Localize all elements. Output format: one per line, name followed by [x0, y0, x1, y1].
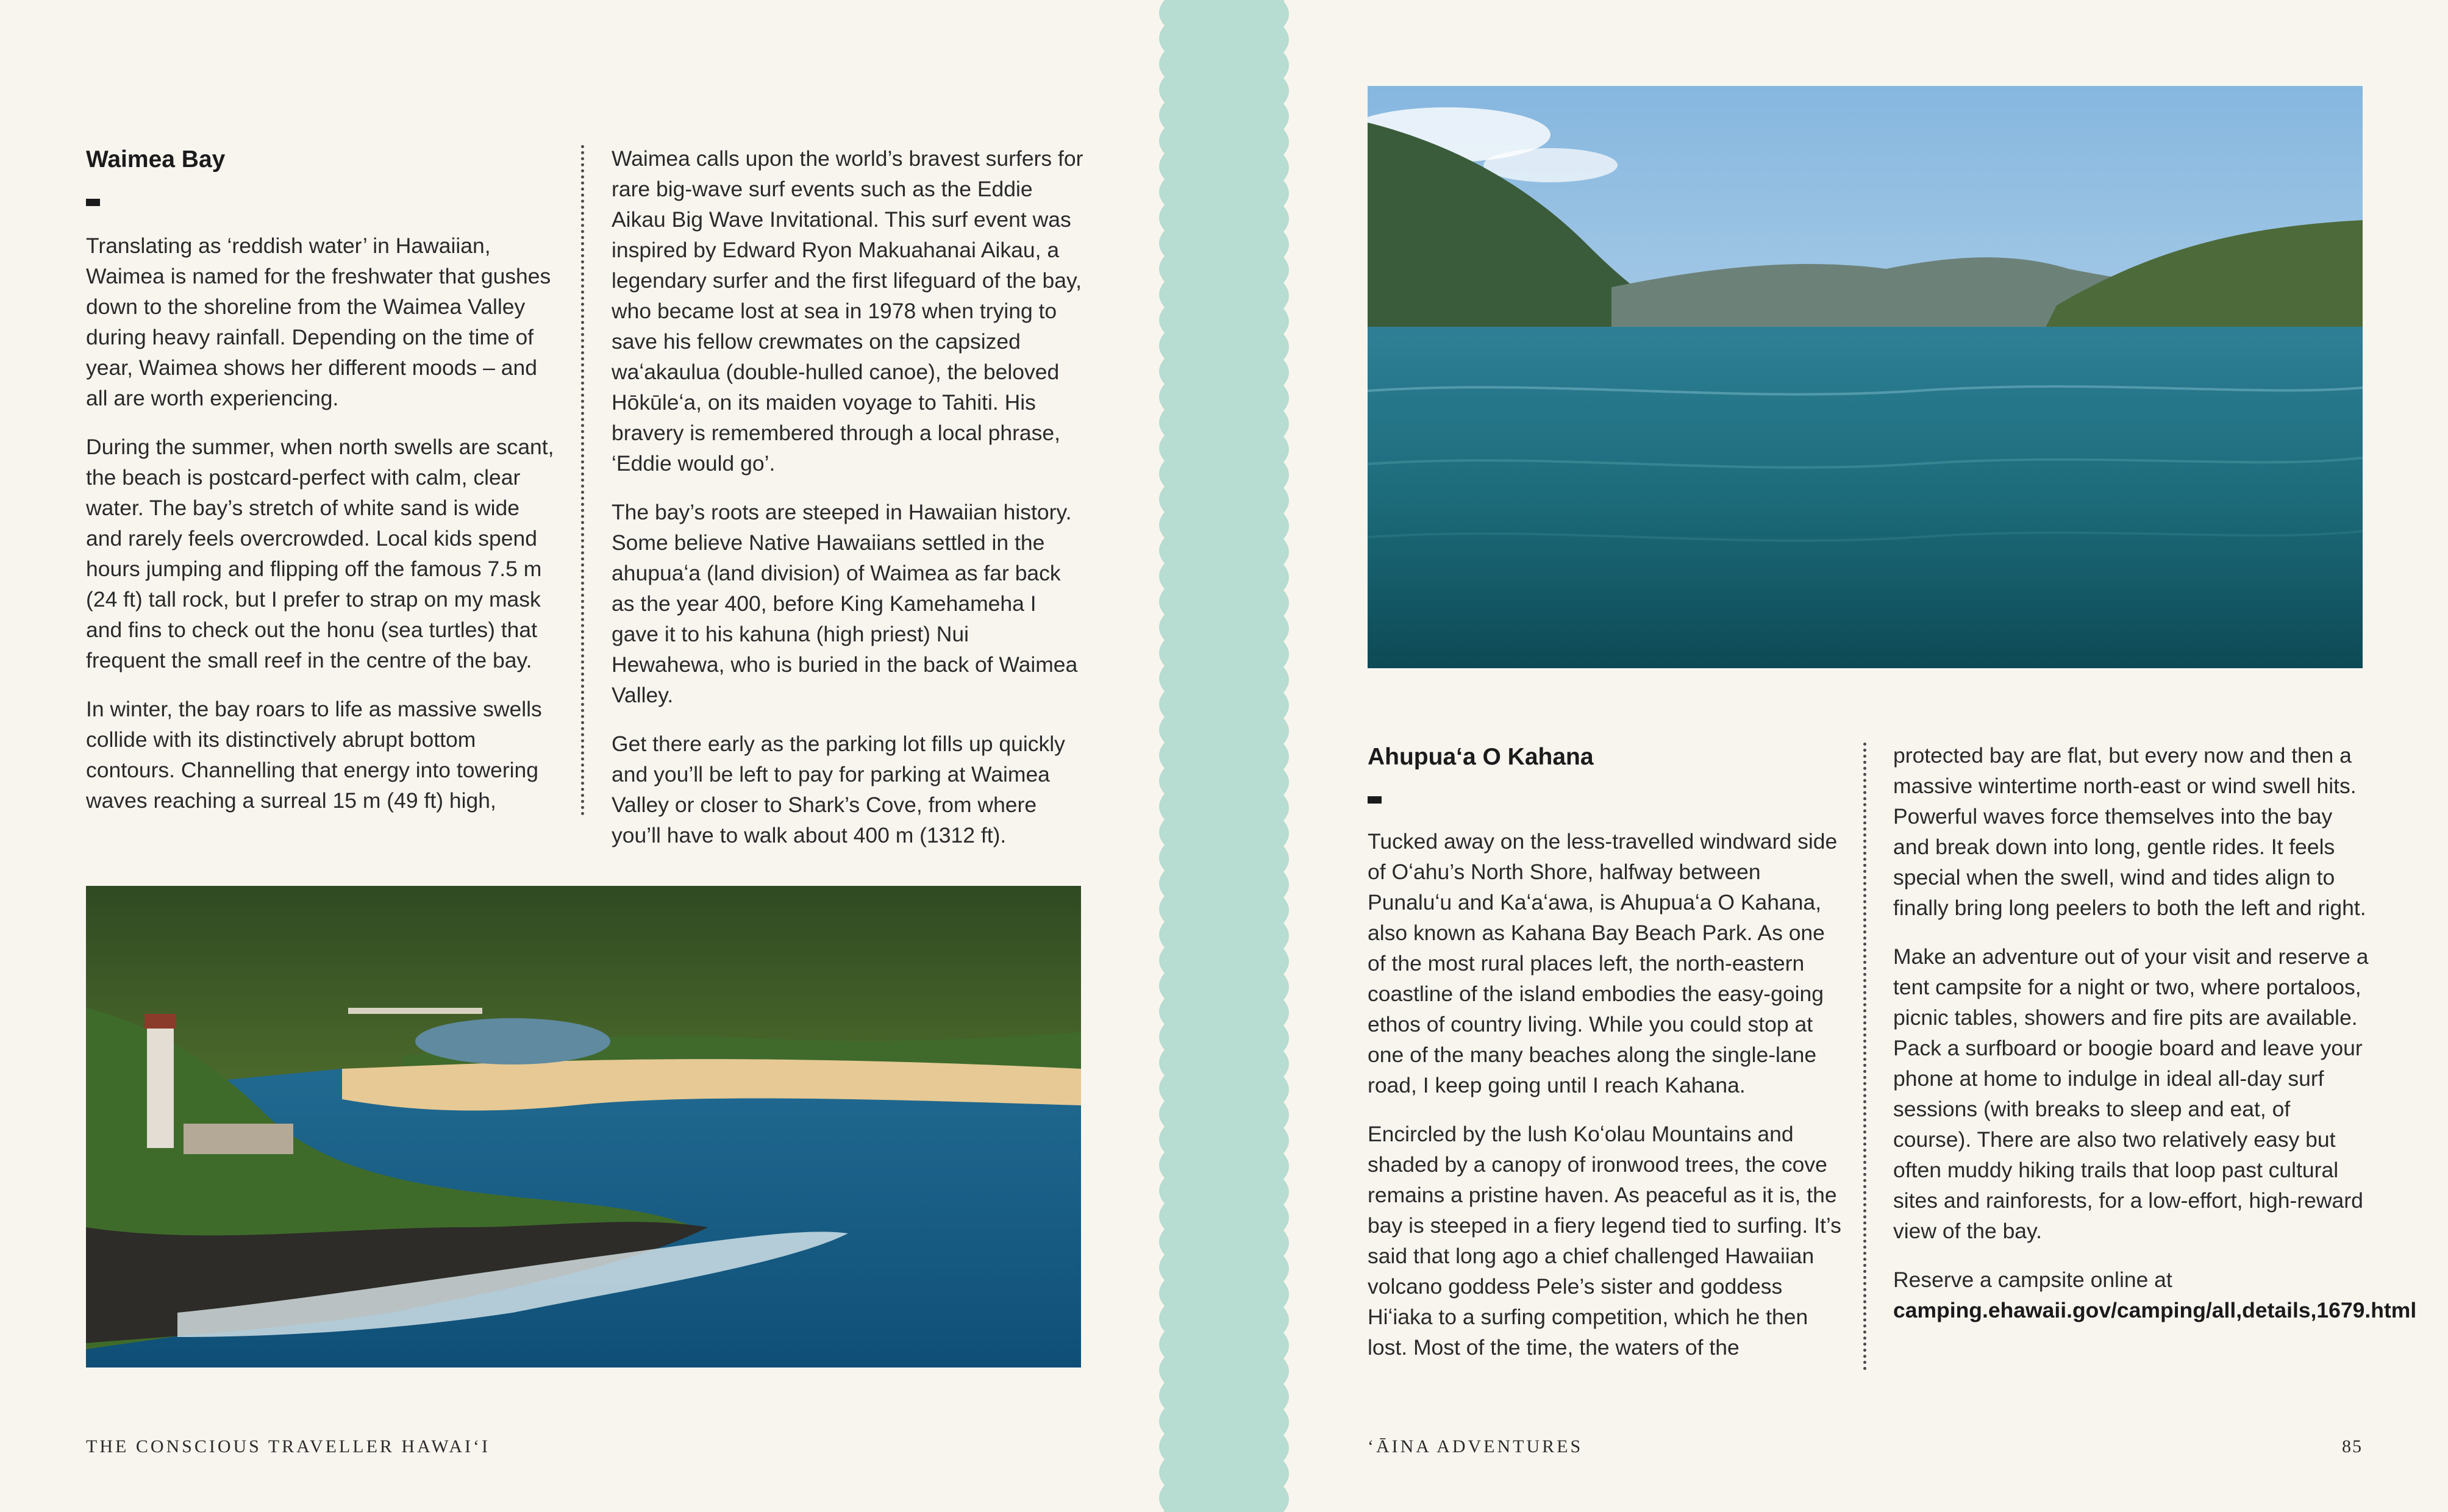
- paragraph: Encircled by the lush Koʻolau Mountains and shaded by a canopy of ironwood trees, the cove remains a pristine haven. As peaceful as it is, the bay is steeped in a fiery legend tied to surfing. It’s said that long ago a chief challenged Hawaiian volcano goddess Pele’s sister and goddess Hiʻiaka to a surfing competition, which he then lost. Most of the time, the waters of the: [1368, 1122, 1841, 1360]
- running-footer-right: ʻĀINA ADVENTURES: [1368, 1436, 1583, 1457]
- right-page: [1296, 0, 2448, 1512]
- column-divider: [581, 145, 584, 816]
- heading-dash: [86, 199, 100, 206]
- text-column-1: [86, 230, 562, 816]
- paragraph: During the summer, when north swells are scant, the beach is postcard-perfect with calm, clear water. The bay’s stretch of white sand is wide and rarely feels overcrowded. Local kids spend hours jumping and flipping off the famous 7.5 m (24 ft) tall rock, but I prefer to strap on my mask and fins to check out the honu (sea turtles) that frequent the small reef in the centre of the bay.: [86, 435, 554, 672]
- running-footer-left: THE CONSCIOUS TRAVELLER HAWAIʻI: [86, 1436, 490, 1457]
- paragraph: [1893, 1264, 2417, 1325]
- text-column-2: [1893, 740, 2417, 1325]
- paragraph: Tucked away on the less-travelled windward side of Oʻahu’s North Shore, halfway between Punaluʻu and Kaʻaʻawa, is Ahupuaʻa O Kahana, also known as Kahana Bay Beach Park. As one of the most rural places left, the north-eastern coastline of the island embodies the easy-going ethos of country living. While you could stop at one of the many beaches along the single-lane road, I keep going until I reach Kahana.: [1368, 829, 1838, 1097]
- paragraph: In winter, the bay roars to life as massive swells collide with its distinctively abrupt bottom contours. Channelling that energy into towering waves reaching a surreal 15 m (49 ft) high,: [86, 697, 542, 813]
- waimea-bay-photo: [86, 886, 1081, 1368]
- paragraph: Waimea calls upon the world’s bravest surfers for rare big-wave surf events such as the Eddie Aikau Big Wave Invitational. This surf event was inspired by Edward Ryon Makuahanai Aikau, a legendary surfer and the first lifeguard of the bay, who became lost at sea in 1978 when trying to save his fellow crewmates on the capsized waʻakaulua (double-hulled canoe), the beloved Hōkūleʻa, on its maiden voyage to Tahiti. His bravery is remembered through a local phrase, ‘Eddie would go’.: [612, 146, 1083, 476]
- left-page: [0, 0, 1152, 1512]
- campsite-link[interactable]: camping.ehawaii.gov/camping/all,details,1679.html: [1893, 1298, 2417, 1322]
- reserve-text: Reserve a campsite online at: [1893, 1268, 2172, 1292]
- section-heading-waimea: Waimea Bay: [86, 146, 226, 173]
- kahana-bay-photo: [1368, 86, 2363, 668]
- paragraph: The bay’s roots are steeped in Hawaiian history. Some believe Native Hawaiians settled in the ahupuaʻa (land division) of Waimea as far back as the year 400, before King Kamehameha I gave it to his kahuna (high priest) Nui Hewahewa, who is buried in the back of Waimea Valley.: [612, 500, 1078, 707]
- decorative-spine-band: [1146, 0, 1302, 1512]
- paragraph: Translating as ‘reddish water’ in Hawaiian, Waimea is named for the freshwater that gushes down to the shoreline from the Waimea Valley during heavy rainfall. Depending on the time of year, Waimea shows her different moods – and all are worth experiencing.: [86, 234, 551, 410]
- text-column-1: [1368, 826, 1843, 1363]
- paragraph: Make an adventure out of your visit and reserve a tent campsite for a night or two, where portaloos, picnic tables, showers and fire pits are available. Pack a surfboard or boogie board and leave your phone at home to indulge in ideal all-day surf sessions (with breaks to sleep and eat, of course). There are also two relatively easy but often muddy hiking trails that loop past cultural sites and rainforests, for a low-effort, high-reward view of the bay.: [1893, 944, 2369, 1243]
- page-number: 85: [2342, 1436, 2363, 1457]
- text-column-2: [612, 143, 1087, 850]
- section-heading-kahana: Ahupuaʻa O Kahana: [1368, 744, 1594, 770]
- paragraph: protected bay are flat, but every now and then a massive wintertime north-east or wind swell hits. Powerful waves force themselves into the bay and break down into long, gentle rides. It feels special when the swell, wind and tides align to finally bring long peelers to both the left and right.: [1893, 743, 2366, 920]
- heading-dash: [1368, 796, 1382, 804]
- paragraph: Get there early as the parking lot fills up quickly and you’ll be left to pay for parking at Waimea Valley or closer to Shark’s Cove, from where you’ll have to walk about 400 m (1312 ft).: [612, 732, 1065, 847]
- column-divider: [1863, 743, 1866, 1371]
